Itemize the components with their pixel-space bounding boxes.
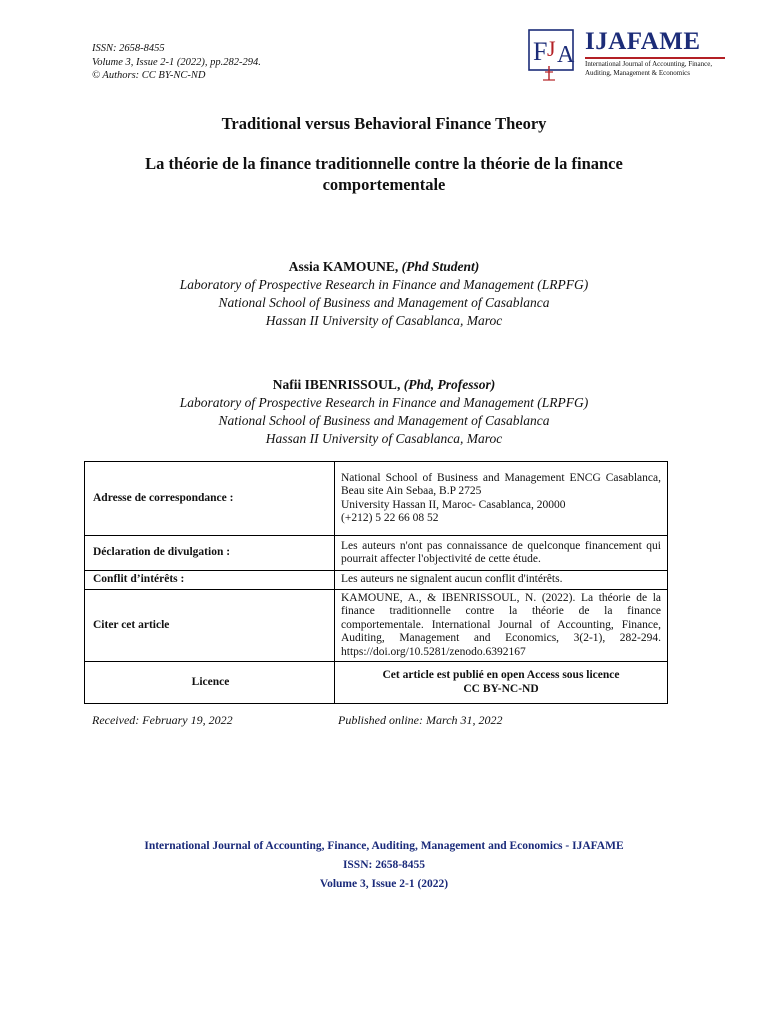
svg-text:A: A [557,42,575,68]
svg-text:J: J [547,36,556,61]
licence-line-1: Cet article est publié en open Access sous licence [382,669,620,681]
author-1-name: Assia KAMOUNE, [288,259,399,274]
copyright-text: © Authors: CC BY-NC-ND [92,70,206,81]
address-line-1: National School of Business and Management ENCG Casablanca, Beau site Ain Sebaa, B.P 2725 [341,471,661,497]
svg-text:F: F [533,37,548,66]
author-2-lab: Laboratory of Prospective Research in Finance and Management (LRPFG) [179,395,589,410]
author-1-lab: Laboratory of Prospective Research in Finance and Management (LRPFG) [179,277,589,292]
received-date: Received: February 19, 2022 [92,713,233,727]
conflict-row [85,571,668,590]
cite-value: KAMOUNE, A., & IBENRISSOUL, N. (2022). La théorie de la finance traditionnelle contre la théorie de la finance comportementale. International Journal of Accounting, Finance, Auditing, Management and Economics, 3(2-1), 282-294. https://doi.org/10.5281/zenodo.6392167 [335,589,668,662]
author-block-2 [0,376,768,448]
author-1-role: (Phd Student) [401,259,480,274]
licence-line-2: CC BY-NC-ND [463,682,539,695]
address-row [85,462,668,536]
disclosure-label: Déclaration de divulgation : [85,536,335,571]
author-1-university: Hassan II University of Casablanca, Maroc [265,313,503,328]
cite-row [85,589,668,662]
journal-name: IJAFAME [585,28,701,55]
journal-full-name: International Journal of Accounting, Finance, Auditing, Management & Economics [585,60,713,77]
journal-meta [92,42,261,83]
licence-row [85,662,668,704]
conflict-value: Les auteurs ne signalent aucun conflit d'intérêts. [335,571,668,590]
footer-volume: Volume 3, Issue 2-1 (2022) [319,878,449,890]
title-french-text: La théorie de la finance traditionnelle contre la théorie de la finance comportementale [145,154,623,194]
address-line-2: University Hassan II, Maroc- Casablanca, 20000 [341,498,566,511]
address-label: Adresse de correspondance : [85,462,335,536]
journal-monogram-icon [527,26,581,82]
volume-text: Volume 3, Issue 2-1 (2022), pp.282-294. [92,56,261,68]
disclosure-row [85,536,668,571]
issn-text: ISSN: 2658-8455 [92,43,165,54]
journal-logo [527,26,727,82]
published-date: Published online: March 31, 2022 [338,713,503,727]
author-2-university: Hassan II University of Casablanca, Maroc [265,431,503,446]
footer-issn: ISSN: 2658-8455 [342,859,426,871]
licence-value [335,662,668,704]
author-2-school: National School of Business and Management of Casablanca [218,413,550,428]
cite-label: Citer cet article [85,589,335,662]
title-english: Traditional versus Behavioral Finance Theory [221,114,547,133]
author-2-line [0,376,768,394]
address-value [335,462,668,536]
author-2-role: (Phd, Professor) [403,377,496,392]
author-1-line [0,258,768,276]
author-1-school: National School of Business and Management of Casablanca [218,295,550,310]
address-line-3: (+212) 5 22 66 08 52 [341,512,439,524]
author-block-1 [0,258,768,330]
page-footer [0,837,768,894]
licence-label: Licence [85,662,335,704]
logo-rule [585,57,725,59]
author-2-name: Nafii IBENRISSOUL, [272,377,401,392]
title-french [0,153,768,195]
disclosure-value: Les auteurs n'ont pas connaissance de quelconque financement qui pourrait affecter l'objectivité de cette étude. [335,536,668,571]
footer-journal: International Journal of Accounting, Finance, Auditing, Management and Economics - IJAFAME [144,840,624,852]
conflict-label: Conflit d’intérêts : [85,571,335,590]
article-info-table [84,461,668,704]
